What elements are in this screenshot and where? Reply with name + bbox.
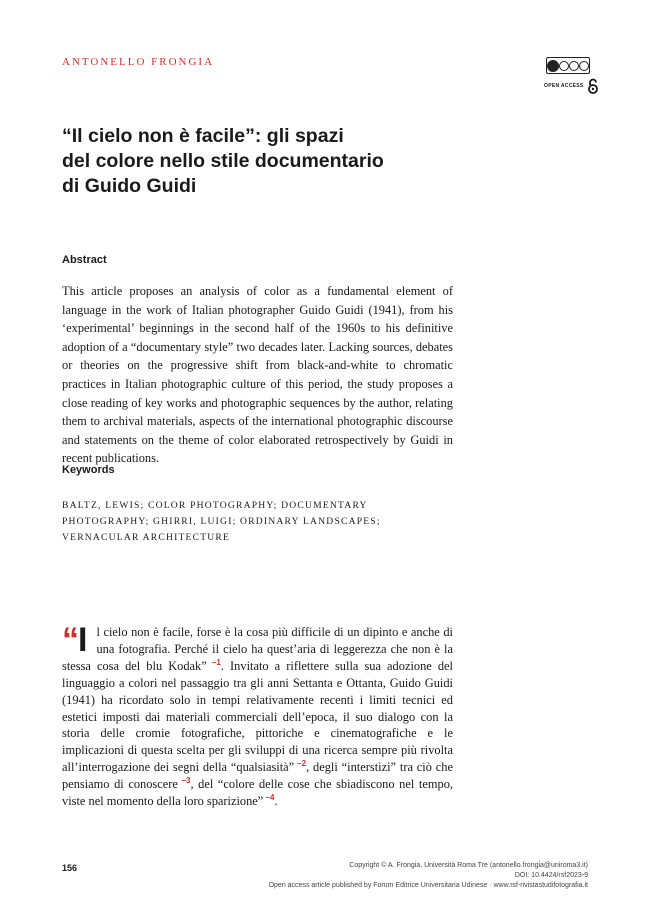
author-name: ANTONELLO FRONGIA (62, 56, 215, 68)
publisher-line: Open access article published by Forum Editrice Universitaria Udinese · www.rsf-rivistastudifotografia.it (268, 882, 588, 889)
footnote-ref-1[interactable]: –1 (206, 657, 221, 667)
title-line: “Il cielo non è facile”: gli spazi (62, 125, 344, 147)
copyright-line: Copyright © A. Frongia, Università Roma Tre (antonello.frongia@uniroma3.it) (349, 862, 588, 869)
title-line: del colore nello stile documentario (62, 150, 384, 172)
footer-info (269, 861, 588, 891)
keywords-list (62, 498, 462, 546)
title-line: di Guido Guidi (62, 175, 197, 197)
drop-cap (62, 621, 87, 659)
body-text (62, 621, 454, 810)
abstract-heading: Abstract (62, 254, 107, 266)
body-segment: l cielo non è facile, forse è la cosa più difficile di un dipinto e anche di una fotografia. Perché il cielo ha quest’aria di leggerezza che non è la stessa cosa del blu Kodak” (62, 625, 453, 673)
body-segment: . Invitato a riflettere sulla sua adozione del linguaggio a colori nel passaggio tra gli anni Settanta e Ottanta, Guido Guidi (1941) ha ricordato solo in tempi relativamente recenti i limiti tecnici ed estetici imposti dai materiali commerciali dell’epoca, il suo dialogo con la storia delle cromie fotografiche, pittoriche e cinematografiche e le implicazioni di questa scelta per gli sviluppi di una ricerca sempre più rivolta all’interrogazione dei segni della “qualsiasità” (62, 658, 454, 775)
footnote-ref-2[interactable]: –2 (294, 759, 307, 769)
drop-cap-letter: I (78, 621, 87, 659)
open-access-label: OPEN ACCESS (544, 83, 584, 89)
open-access-badge (544, 78, 599, 94)
keywords-line: PHOTOGRAPHY; GHIRRI, LUIGI; ORDINARY LANDSCAPES; (62, 516, 381, 527)
doi-line: DOI: 10.4424/rsf2023-9 (514, 872, 588, 879)
drop-cap-quote: “ (62, 621, 78, 659)
body-segment: , del “colore delle cose che sbiadiscono nel tempo, viste nel momento della loro sparizione” (62, 777, 453, 809)
open-access-lock-icon (587, 78, 599, 94)
body-segment: . (274, 794, 278, 809)
cc-license-icon[interactable] (546, 57, 590, 74)
keywords-line: BALTZ, LEWIS; COLOR PHOTOGRAPHY; DOCUMENTARY (62, 500, 368, 511)
keywords-line: VERNACULAR ARCHITECTURE (62, 532, 231, 543)
keywords-heading: Keywords (62, 464, 115, 476)
footnote-ref-4[interactable]: –4 (263, 792, 275, 802)
abstract-text: This article proposes an analysis of color as a fundamental element of language in the work of Italian photographer Guido Guidi (1941), from his ‘experimental’ beginnings in the second half of the 1960s to his definitive adoption of a “documentary style” two decades later. Lacking sources, debates or theories on the progressive shift from black-and-white to chromatic practices in Italian photographic culture of this period, the study proposes a close reading of key works and photographic sequences by the author, relating them to archival materials, aspects of the international photographic discourse and statements on the theme of color elaborated retrospectively by Guidi in recent publications. (62, 284, 453, 466)
footnote-ref-3[interactable]: –3 (177, 776, 191, 786)
body-segment: , degli “interstizi” tra ciò che pensiamo di conoscere (62, 760, 453, 792)
article-title (62, 124, 482, 199)
page-number: 156 (62, 863, 78, 873)
